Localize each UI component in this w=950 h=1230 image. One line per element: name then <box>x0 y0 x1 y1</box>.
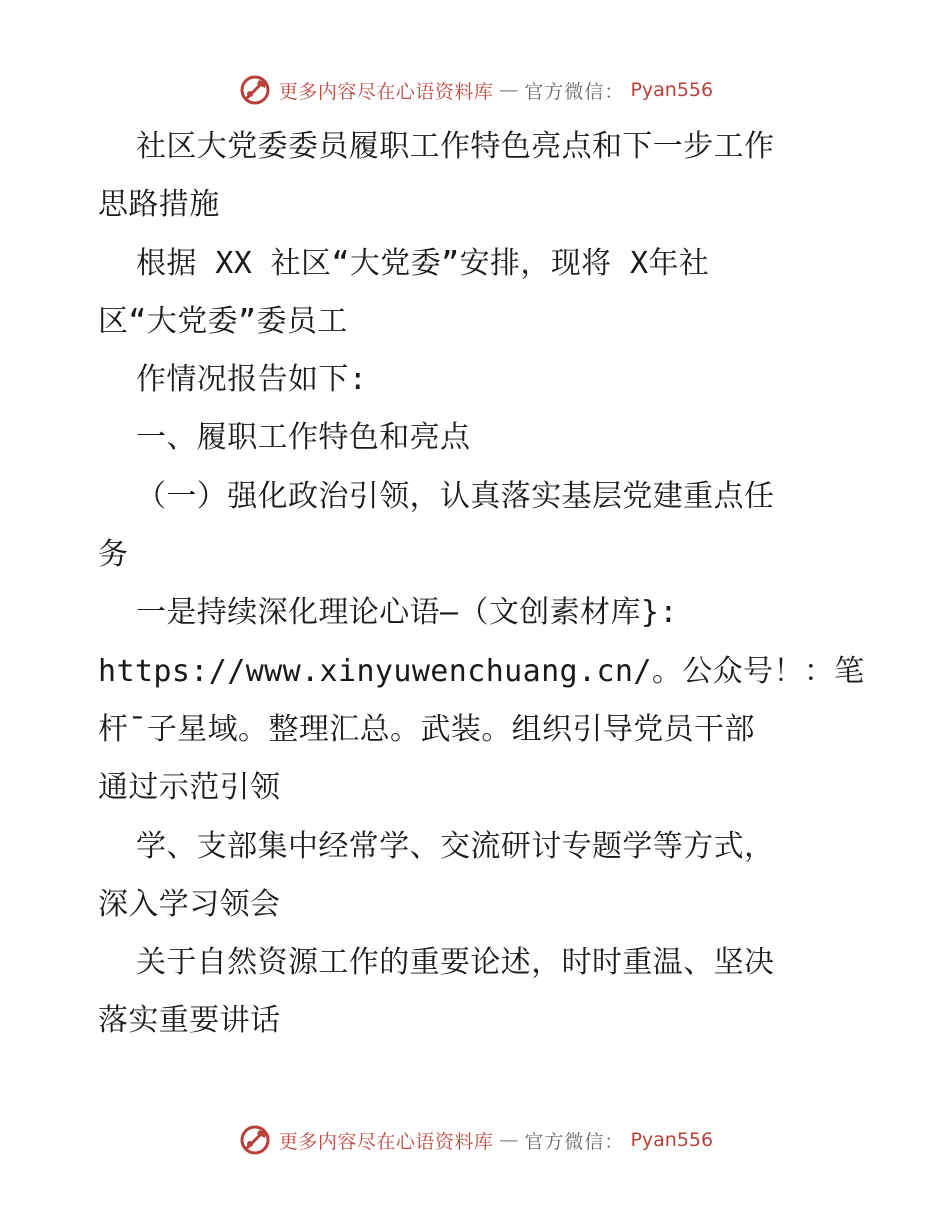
document-body <box>98 118 865 1051</box>
body-line: 一是持续深化理论心语—（文创素材库}: <box>136 595 678 631</box>
body-line: 思路措施 <box>98 187 220 223</box>
body-line: 通过示范引领 <box>98 770 281 806</box>
quill-seal-icon <box>237 72 273 108</box>
body-line: 务 <box>98 537 129 573</box>
watermark-brand: 更多内容尽在心语资料库 <box>278 80 494 103</box>
body-line: 关于自然资源工作的重要论述，时时重温、坚决 <box>136 945 775 981</box>
body-line: 根据 XX 社区“大党委”安排，现将 X年社 <box>136 245 710 281</box>
watermark-account: Pyan556 <box>630 79 714 101</box>
body-line: 区“大党委”委员工 <box>98 303 348 339</box>
body-line: 社区大党委委员履职工作特色亮点和下一步工作 <box>136 129 775 164</box>
quill-seal-icon <box>237 1122 273 1158</box>
body-line: 落实重要讲话 <box>98 1003 281 1039</box>
header-watermark <box>0 72 950 108</box>
subsection-heading: （一）强化政治引领，认真落实基层党建重点任 <box>136 478 775 514</box>
watermark-brand: 更多内容尽在心语资料库 <box>278 1130 494 1153</box>
body-line: 学、支部集中经常学、交流研讨专题学等方式， <box>136 828 775 864</box>
footer-watermark <box>0 1122 950 1158</box>
body-line: 杆¯子星域。整理汇总。武装。组织引导党员干部 <box>98 711 755 747</box>
watermark-official-label: 官方微信： <box>524 80 625 103</box>
watermark-separator: — <box>499 79 519 101</box>
body-line: 深入学习领会 <box>98 886 281 922</box>
section-heading: 一、履职工作特色和亮点 <box>136 420 471 456</box>
watermark-account: Pyan556 <box>630 1129 714 1151</box>
watermark-separator: — <box>499 1129 519 1151</box>
body-line: 作情况报告如下: <box>136 362 368 398</box>
watermark-official-label: 官方微信： <box>524 1130 625 1153</box>
body-line-url: https://www.xinyuwenchuang.cn/。公众号！：笔 <box>98 653 865 689</box>
